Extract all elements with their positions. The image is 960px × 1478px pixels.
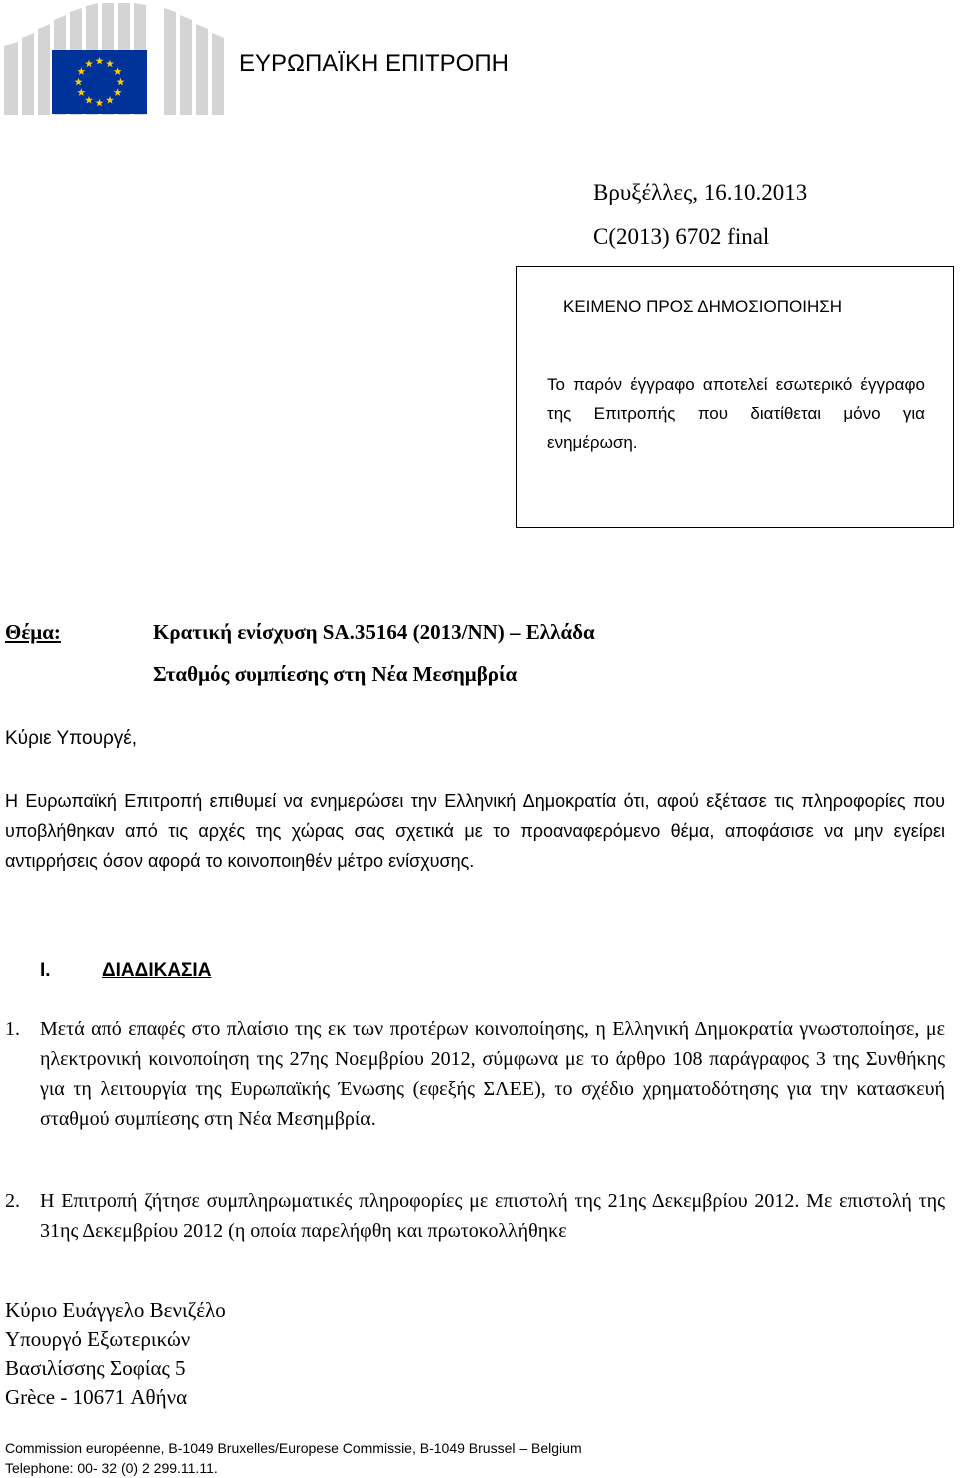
paragraph-number: 2. xyxy=(5,1190,20,1212)
organization-name: ΕΥΡΩΠΑΪΚΗ ΕΠΙΤΡΟΠΗ xyxy=(239,50,509,77)
european-commission-logo xyxy=(4,2,229,118)
document-reference: C(2013) 6702 final xyxy=(593,224,770,249)
section-number: I. xyxy=(40,960,51,981)
paragraph-text: Η Επιτροπή ζήτησε συμπληρωματικές πληροφορίες με επιστολή της 21ης Δεκεμβρίου 2012. Με επιστολή της 31ης Δεκεμβρίου 2012 (η οποία παρελήφθη και πρωτοκολλήθηκε xyxy=(40,1190,945,1242)
subject-label: Θέμα: xyxy=(5,620,61,644)
subject-line-2: Σταθμός συμπίεσης στη Νέα Μεσημβρία xyxy=(153,662,518,686)
paragraph-text: Μετά από επαφές στο πλαίσιο της εκ των προτέρων κοινοποίησης, η Ελληνική Δημοκρατία γνωστοποίησε, με ηλεκτρονική κοινοποίηση της 27ης Νοεμβρίου 2012, σύμφωνα με το άρθρο 108 παράγραφος 3 της Συνθήκης για τη λειτουργία της Ευρωπαϊκής Ένωσης (εφεξής ΣΛΕΕ), το σχέδιο χρηματοδότησης για την κατασκευή σταθμού συμπίεσης στη Νέα Μεσημβρία. xyxy=(40,1018,945,1130)
paragraph-2 xyxy=(5,1186,945,1246)
intro-paragraph: Η Ευρωπαϊκή Επιτροπή επιθυμεί να ενημερώσει την Ελληνική Δημοκρατία ότι, αφού εξέτασε τις πληροφορίες που υποβλήθηκαν από τις αρχές της χώρας σας σχετικά με το προαναφερόμενο θέμα, αποφάσισε να μην εγείρει αντιρρήσεις όσον αφορά το κοινοποιηθέν μέτρο ενίσχυσης. xyxy=(5,791,945,871)
footer-address: Commission européenne, B-1049 Bruxelles/Europese Commissie, B-1049 Brussel – Belgium xyxy=(5,1440,582,1456)
section-title: ΔΙΑΔΙΚΑΣΙΑ xyxy=(102,960,212,981)
recipient-address xyxy=(5,1296,226,1412)
address-line: Grèce - 10671 Αθήνα xyxy=(5,1385,188,1409)
notice-text: Το παρόν έγγραφο αποτελεί εσωτερικό έγγραφο της Επιτροπής που διατίθεται μόνο για ενημέρωση. xyxy=(547,375,925,452)
address-line: Βασιλίσσης Σοφίας 5 xyxy=(5,1356,186,1380)
salutation: Κύριε Υπουργέ, xyxy=(5,728,138,749)
place-date: Βρυξέλλες, 16.10.2013 xyxy=(593,180,808,205)
publication-notice-box xyxy=(516,266,954,528)
paragraph-1 xyxy=(5,1014,945,1134)
notice-title: ΚΕΙΜΕΝΟ ΠΡΟΣ ΔΗΜΟΣΙΟΠΟΙΗΣΗ xyxy=(563,297,843,316)
footer xyxy=(5,1438,582,1478)
address-line: Κύριο Ευάγγελο Βενιζέλο xyxy=(5,1298,226,1322)
section-heading xyxy=(40,960,211,982)
subject-line-1: Κρατική ενίσχυση SA.35164 (2013/NN) – Ελλάδα xyxy=(153,620,595,644)
footer-telephone: Telephone: 00- 32 (0) 2 299.11.11. xyxy=(5,1460,218,1476)
paragraph-number: 1. xyxy=(5,1018,20,1040)
address-line: Υπουργό Εξωτερικών xyxy=(5,1327,191,1351)
